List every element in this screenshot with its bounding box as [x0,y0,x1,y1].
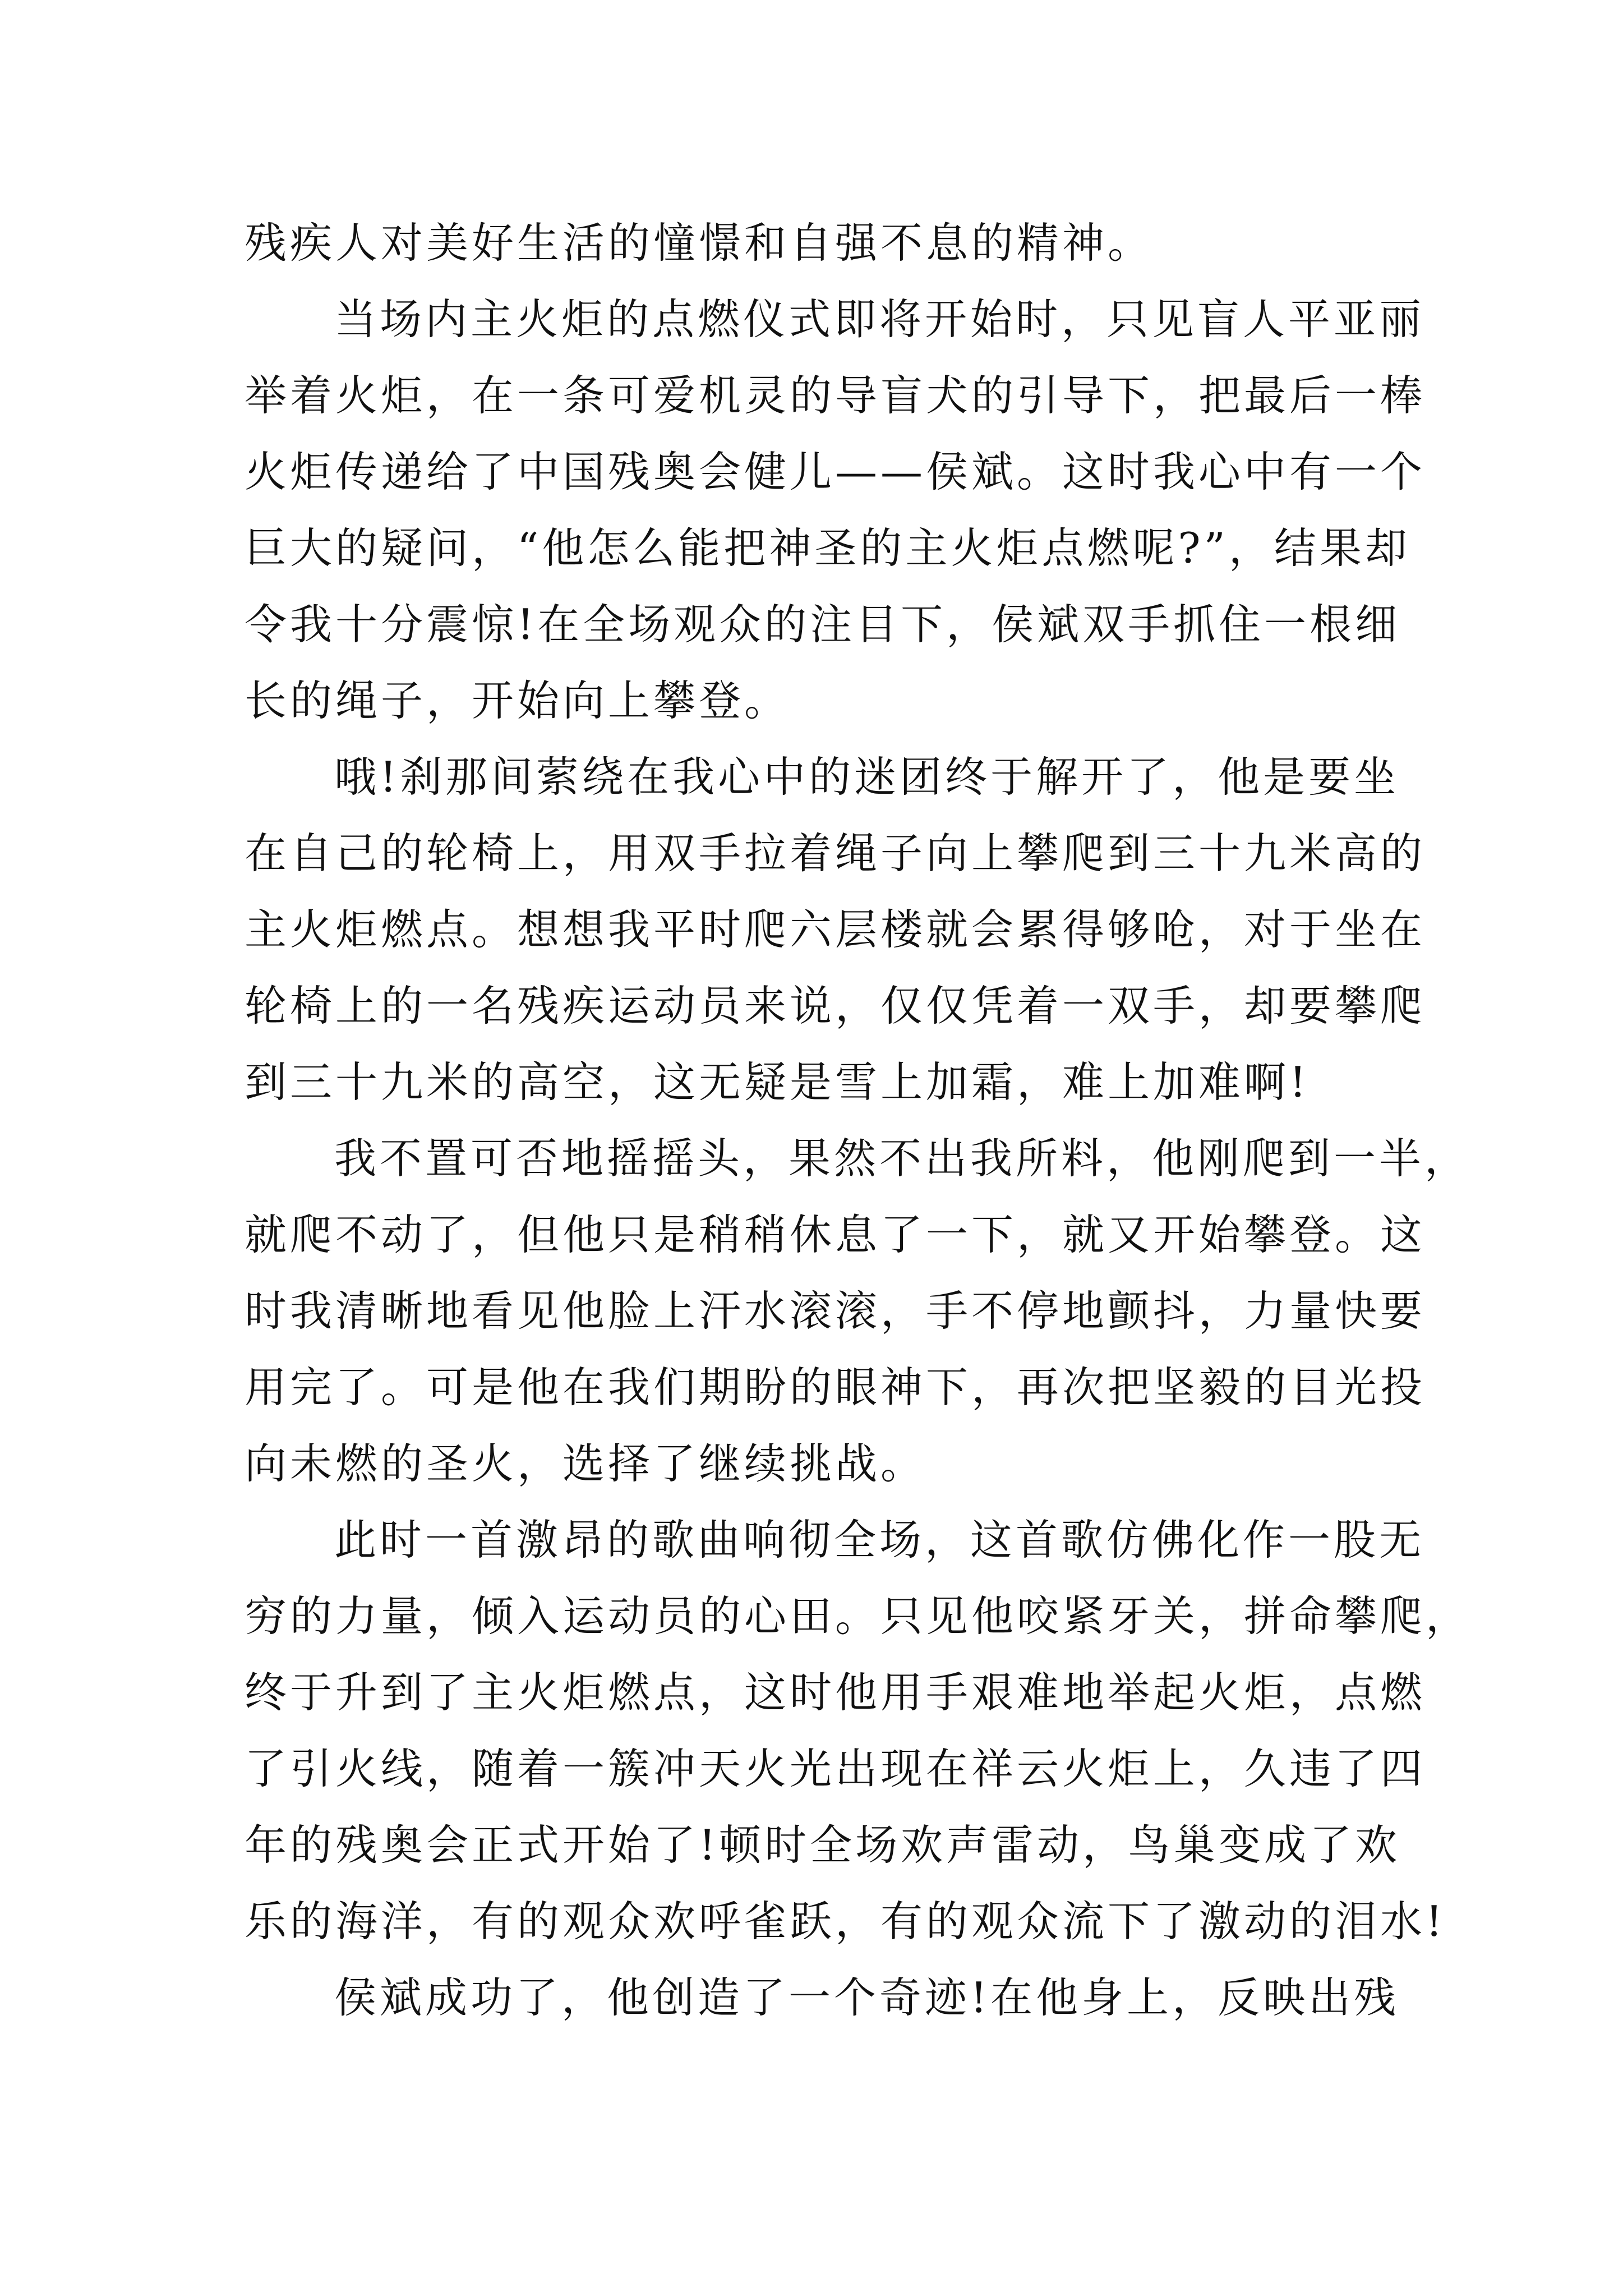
text-line: 长的绳子，开始向上攀登。 [245,676,790,725]
text-line: 到三十九米的高空，这无疑是雪上加霜，难上加难啊! [245,1057,1310,1107]
text-line: 用完了。可是他在我们期盼的眼神下，再次把坚毅的目光投 [245,1363,1426,1412]
text-line: 侯斌成功了，他创造了一个奇迹!在他身上，反映出残 [334,1973,1400,2022]
text-line: 令我十分震惊!在全场观众的注目下，侯斌双手抓住一根细 [245,600,1401,649]
text-line: 终于升到了主火炬燃点，这时他用手艰难地举起火炬，点燃 [245,1668,1426,1717]
text-line: 此时一首激昂的歌曲响彻全场，这首歌仿佛化作一股无 [334,1515,1425,1565]
text-line: 哦!刹那间萦绕在我心中的迷团终于解开了，他是要坐 [334,752,1400,802]
text-line: 当场内主火炬的点燃仪式即将开始时，只见盲人平亚丽 [334,295,1425,344]
text-line: 就爬不动了，但他只是稍稍休息了一下，就又开始攀登。这 [245,1210,1426,1259]
text-line: 主火炬燃点。想想我平时爬六层楼就会累得够呛，对于坐在 [245,905,1426,954]
text-line: 巨大的疑问，“他怎么能把神圣的主火炬点燃呢?”，结果却 [245,523,1410,573]
text-line: 我不置可否地摇摇头，果然不出我所料，他刚爬到一半， [334,1134,1470,1183]
text-line: 时我清晰地看见他脸上汗水滚滚，手不停地颤抖，力量快要 [245,1286,1426,1336]
text-line: 穷的力量，倾入运动员的心田。只见他咬紧牙关，拼命攀爬， [245,1591,1472,1641]
text-line: 残疾人对美好生活的憧憬和自强不息的精神。 [245,218,1154,268]
text-line: 乐的海洋，有的观众欢呼雀跃，有的观众流下了激动的泪水! [245,1897,1446,1946]
text-line: 向未燃的圣火，选择了继续挑战。 [245,1439,926,1488]
text-line: 火炬传递给了中国残奥会健儿——侯斌。这时我心中有一个 [245,447,1426,496]
text-line: 年的残奥会正式开始了!顿时全场欢声雷动，鸟巢变成了欢 [245,1820,1401,1870]
text-line: 举着火炬，在一条可爱机灵的导盲犬的引导下，把最后一棒 [245,371,1426,420]
text-line: 在自己的轮椅上，用双手拉着绳子向上攀爬到三十九米高的 [245,829,1426,878]
body-text [245,205,1472,2036]
text-line: 轮椅上的一名残疾运动员来说，仅仅凭着一双手，却要攀爬 [245,981,1426,1030]
text-line: 了引火线，随着一簇冲天火光出现在祥云火炬上，久违了四 [245,1744,1426,1793]
